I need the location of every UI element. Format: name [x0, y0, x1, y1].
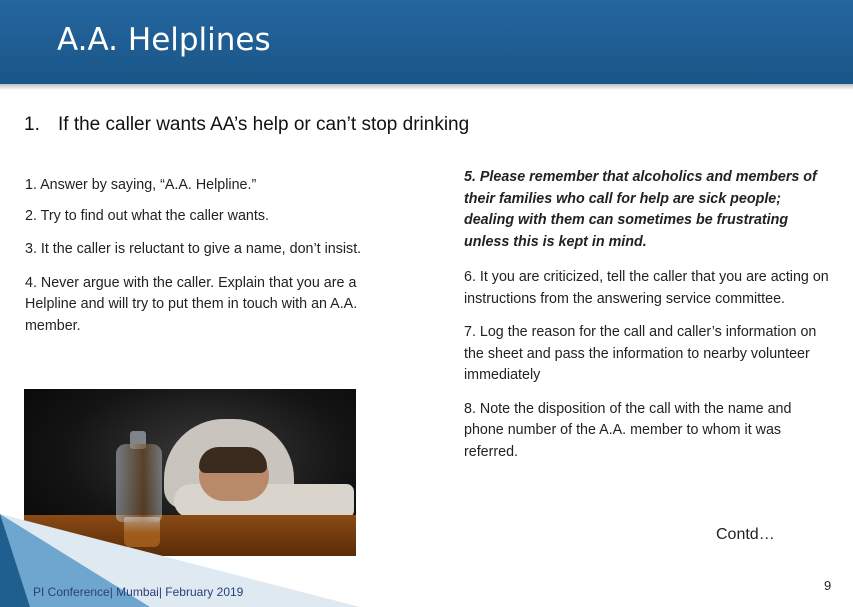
slide-title: A.A. Helplines [57, 22, 271, 58]
photo-hair [199, 447, 267, 473]
page-number: 9 [824, 578, 832, 593]
list-item: 7. Log the reason for the call and caller’s information on the sheet and pass the information to nearby volunteer immediately [464, 324, 817, 383]
right-column [464, 167, 834, 475]
list-item: 3. It the caller is reluctant to give a name, don’t insist. [25, 241, 362, 257]
continued-label: Contd… [716, 526, 775, 543]
header-shadow [0, 84, 853, 90]
footer-text: PI Conference| Mumbai| February 2019 [33, 585, 244, 599]
subtitle-number: 1. [24, 114, 40, 135]
header-band [0, 0, 853, 84]
list-item: 6. It you are criticized, tell the caller that you are acting on instructions from the answering service committee. [464, 269, 829, 307]
slide-subtitle [24, 114, 469, 136]
list-item: 8. Note the disposition of the call with the name and phone number of the A.A. member to whom it was referred. [464, 400, 792, 460]
list-item: 5. Please remember that alcoholics and members of their families who call for help are sick people; dealing with them can sometimes be frustrating unless this is kept in mind. [464, 169, 817, 250]
left-column [25, 175, 375, 346]
list-item: 2. Try to find out what the caller wants. [25, 207, 269, 224]
list-item: 4. Never argue with the caller. Explain that you are a Helpline and will try to put them in touch with an A.A. member. [25, 274, 358, 334]
subtitle-text: If the caller wants AA’s help or can’t stop drinking [58, 114, 470, 135]
list-item: 1. Answer by saying, “A.A. Helpline.” [25, 177, 257, 193]
